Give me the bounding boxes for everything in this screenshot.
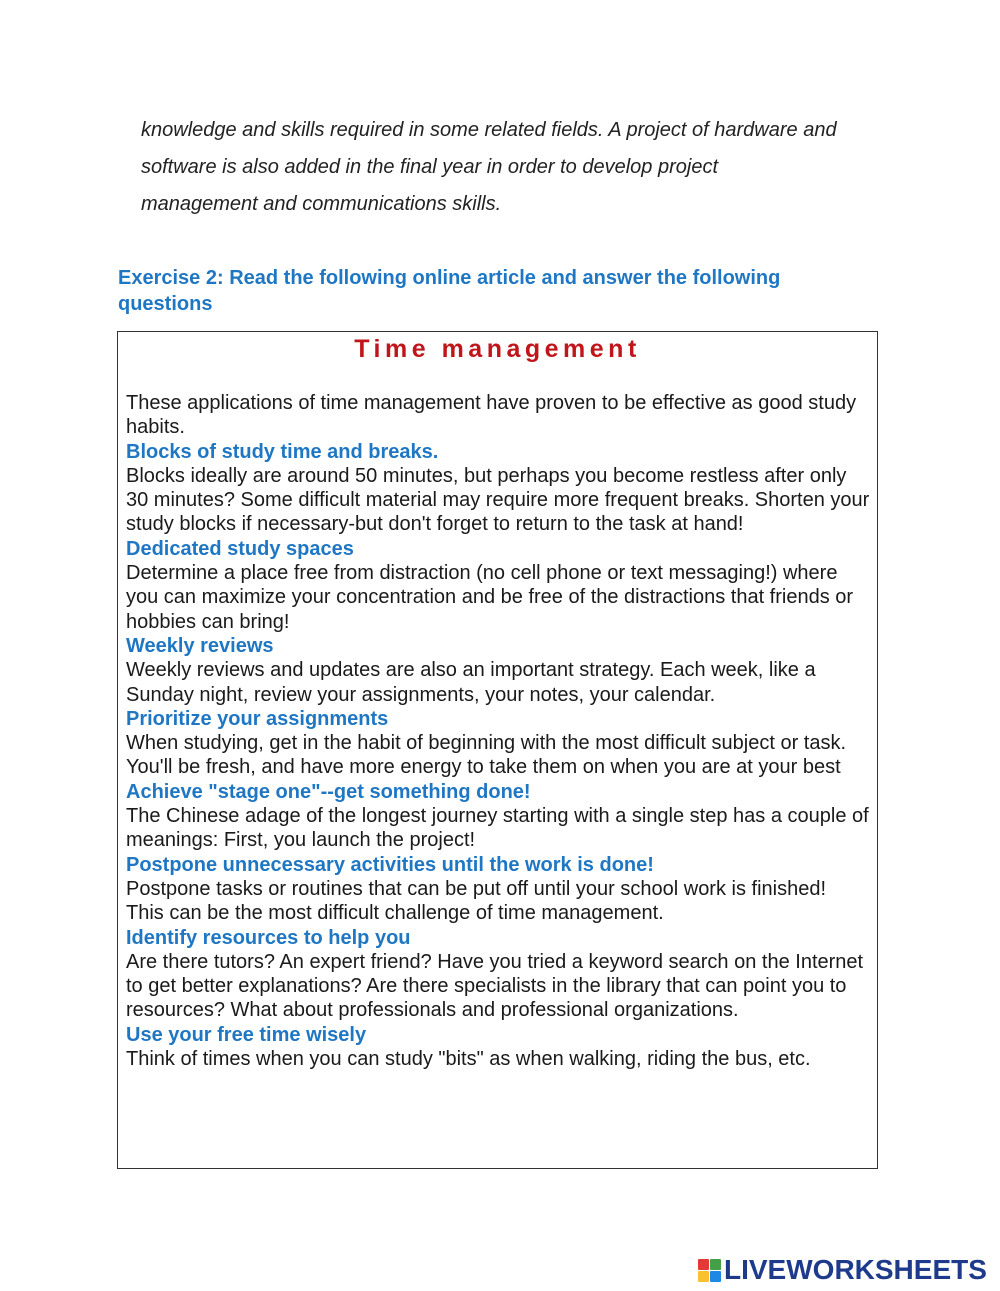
section-heading: Use your free time wisely [126, 1023, 367, 1046]
logo-block [698, 1271, 709, 1282]
section-heading: Achieve "stage one"--get something done! [126, 780, 531, 803]
logo-block [698, 1259, 709, 1270]
section-heading: Postpone unnecessary activities until the work is done! [126, 853, 654, 876]
section-text: Blocks ideally are around 50 minutes, but perhaps you become restless after only 30 minutes? Some difficult material may require more frequent breaks. Shorten your study blocks if necessary-but don't forget to return to the task at hand! [126, 464, 870, 536]
liveworksheets-logo [698, 1255, 987, 1285]
section-text: Determine a place free from distraction (no cell phone or text messaging!) where you can maximize your concentration and be free of the distractions that friends or hobbies can bring! [126, 562, 854, 633]
intro-line: software is also added in the final year in order to develop project [141, 156, 719, 178]
logo-blocks-icon [698, 1259, 721, 1282]
intro-paragraph [141, 112, 921, 223]
article-body [126, 391, 871, 1071]
section-heading: Dedicated study spaces [126, 537, 354, 560]
section-text: When studying, get in the habit of beginning with the most difficult subject or task. You'll be fresh, and have more energy to take them on when you are at your best [126, 732, 847, 779]
section-heading: Blocks of study time and breaks. [126, 440, 439, 463]
article-intro: These applications of time management have proven to be effective as good study habits. [126, 392, 857, 439]
section-text: Think of times when you can study "bits" as when walking, riding the bus, etc. [126, 1048, 811, 1071]
section-text: Postpone tasks or routines that can be put off until your school work is finished! [126, 877, 827, 900]
intro-line: knowledge and skills required in some related fields. A project of hardware and [141, 119, 837, 141]
logo-block [710, 1271, 721, 1282]
section-text: Weekly reviews and updates are also an important strategy. Each week, like a Sunday night, review your assignments, your notes, your calendar. [126, 659, 816, 706]
section-heading: Prioritize your assignments [126, 707, 389, 730]
section-text: Are there tutors? An expert friend? Have you tried a keyword search on the Internet to get better explanations? Are there specialists in the library that can point you to resources? What about professionals and professional organizations. [126, 950, 864, 1022]
article-box [117, 331, 878, 1169]
section-heading: Identify resources to help you [126, 926, 411, 949]
logo-text: LIVEWORKSHEETS [724, 1254, 987, 1285]
section-heading: Weekly reviews [126, 634, 274, 657]
section-text: The Chinese adage of the longest journey starting with a single step has a couple of meanings: First, you launch the project! [126, 805, 869, 852]
exercise-heading: Exercise 2: Read the following online article and answer the following questions [118, 267, 781, 315]
logo-block [710, 1259, 721, 1270]
section-text: This can be the most difficult challenge of time management. [126, 902, 664, 925]
intro-line: management and communications skills. [141, 193, 502, 215]
article-title: Time management [354, 335, 641, 363]
